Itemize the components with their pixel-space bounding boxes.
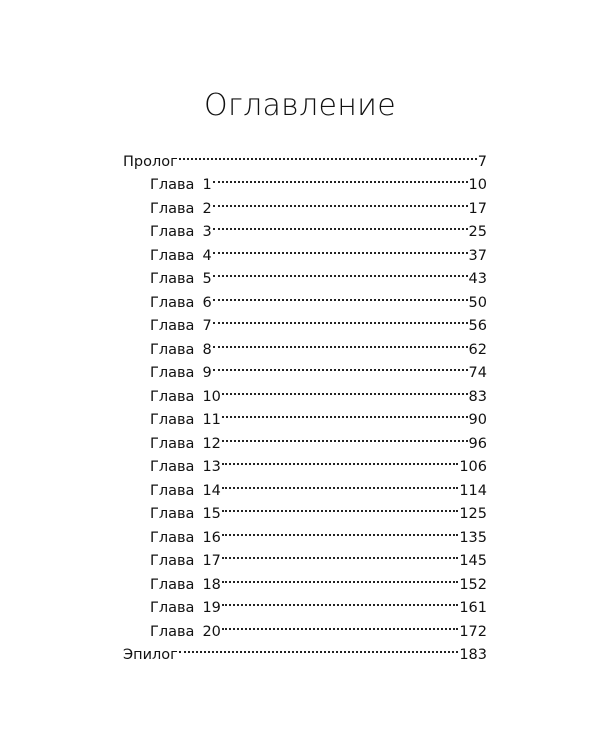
chapter-word: Глава (150, 177, 195, 193)
toc-page-number: 25 (468, 224, 487, 240)
toc-label (150, 198, 212, 222)
dot-leader (213, 307, 468, 331)
toc-page-number: 17 (468, 200, 487, 217)
toc-page-number: 10 (468, 177, 487, 193)
toc-label (150, 503, 221, 527)
toc-page-number: 62 (468, 341, 487, 358)
dot-leader (222, 612, 458, 636)
chapter-number: 16 (202, 529, 221, 546)
toc-page-number: 96 (468, 435, 487, 452)
toc-label (150, 456, 221, 480)
chapter-word: Глава (150, 623, 195, 640)
toc-label (150, 386, 221, 410)
toc-page-number: 43 (468, 271, 487, 287)
chapter-word: Глава (150, 294, 195, 311)
toc-label (150, 221, 212, 245)
toc-label: Пролог (123, 153, 178, 170)
chapter-number: 4 (202, 247, 212, 264)
toc-page-number: 152 (459, 576, 487, 593)
chapter-number: 14 (202, 482, 221, 499)
chapter-number: 7 (202, 318, 212, 334)
chapter-number: 17 (202, 553, 221, 569)
chapter-number: 12 (202, 435, 221, 452)
chapter-number: 13 (202, 459, 221, 475)
toc-page-number: 50 (468, 294, 487, 311)
dot-leader (222, 377, 468, 401)
chapter-word: Глава (150, 318, 195, 334)
chapter-word: Глава (150, 459, 195, 475)
chapter-number: 19 (202, 600, 221, 616)
chapter-word: Глава (150, 200, 195, 217)
toc-label (150, 480, 221, 504)
chapter-number: 9 (202, 365, 212, 381)
chapter-number: 2 (202, 200, 212, 217)
chapter-number: 18 (202, 576, 221, 593)
toc-page-number: 7 (477, 153, 487, 170)
toc-page-number: 106 (459, 459, 487, 475)
toc-page-number: 125 (459, 506, 487, 522)
toc-page-number: 90 (468, 412, 487, 428)
toc-page-number: 83 (468, 388, 487, 405)
dot-leader (222, 495, 458, 519)
chapter-word: Глава (150, 271, 195, 287)
toc-label (150, 362, 212, 386)
dot-leader (222, 589, 458, 613)
toc-label (150, 574, 221, 598)
chapter-word: Глава (150, 224, 195, 240)
chapter-number: 1 (202, 177, 212, 193)
toc-label (150, 245, 212, 269)
toc-page-number: 145 (459, 553, 487, 569)
dot-leader (222, 424, 468, 448)
toc-page-number: 114 (459, 482, 487, 499)
toc-page-number: 56 (468, 318, 487, 334)
chapter-number: 5 (202, 271, 212, 287)
dot-leader (213, 260, 468, 284)
dot-leader (222, 565, 458, 589)
dot-leader (222, 471, 458, 495)
chapter-word: Глава (150, 482, 195, 499)
toc-label: Эпилог (123, 647, 178, 663)
chapter-number: 15 (202, 506, 221, 522)
chapter-word: Глава (150, 576, 195, 593)
chapter-word: Глава (150, 247, 195, 264)
chapter-word: Глава (150, 553, 195, 569)
toc-label (150, 292, 212, 316)
chapter-word: Глава (150, 600, 195, 616)
dot-leader (222, 448, 458, 472)
dot-leader (213, 330, 468, 354)
toc-label (150, 550, 221, 574)
chapter-number: 20 (202, 623, 221, 640)
chapter-word: Глава (150, 341, 195, 358)
chapter-number: 11 (202, 412, 221, 428)
chapter-word: Глава (150, 506, 195, 522)
toc-page-number: 74 (468, 365, 487, 381)
dot-leader (213, 283, 468, 307)
toc-page-number: 161 (459, 600, 487, 616)
toc-label (150, 339, 212, 363)
dot-leader (222, 542, 458, 566)
toc-label (150, 174, 212, 198)
page-title: Оглавление (204, 88, 396, 123)
toc-row-prologue (123, 142, 487, 170)
dot-leader (213, 236, 468, 260)
toc-label (150, 409, 221, 433)
toc-page-number: 135 (459, 529, 487, 546)
toc-page-number: 37 (468, 247, 487, 264)
chapter-word: Глава (150, 365, 195, 381)
chapter-word: Глава (150, 388, 195, 405)
chapter-word: Глава (150, 435, 195, 452)
dot-leader (213, 189, 468, 213)
toc-label (150, 315, 212, 339)
chapter-number: 10 (202, 388, 221, 405)
toc-page-number: 183 (459, 647, 487, 663)
chapter-number: 8 (202, 341, 212, 358)
toc-label (150, 527, 221, 551)
dot-leader (213, 213, 468, 237)
chapter-number: 6 (202, 294, 212, 311)
dot-leader (222, 401, 468, 425)
toc-label (150, 433, 221, 457)
dot-leader (213, 354, 468, 378)
toc-page-number: 172 (459, 623, 487, 640)
table-of-contents (123, 142, 487, 663)
dot-leader (222, 518, 458, 542)
toc-label (150, 268, 212, 292)
toc-label (150, 597, 221, 621)
chapter-number: 3 (202, 224, 212, 240)
dot-leader (179, 142, 477, 166)
dot-leader (213, 166, 468, 190)
chapter-list (123, 166, 487, 640)
chapter-word: Глава (150, 412, 195, 428)
dot-leader (179, 636, 459, 660)
chapter-word: Глава (150, 529, 195, 546)
